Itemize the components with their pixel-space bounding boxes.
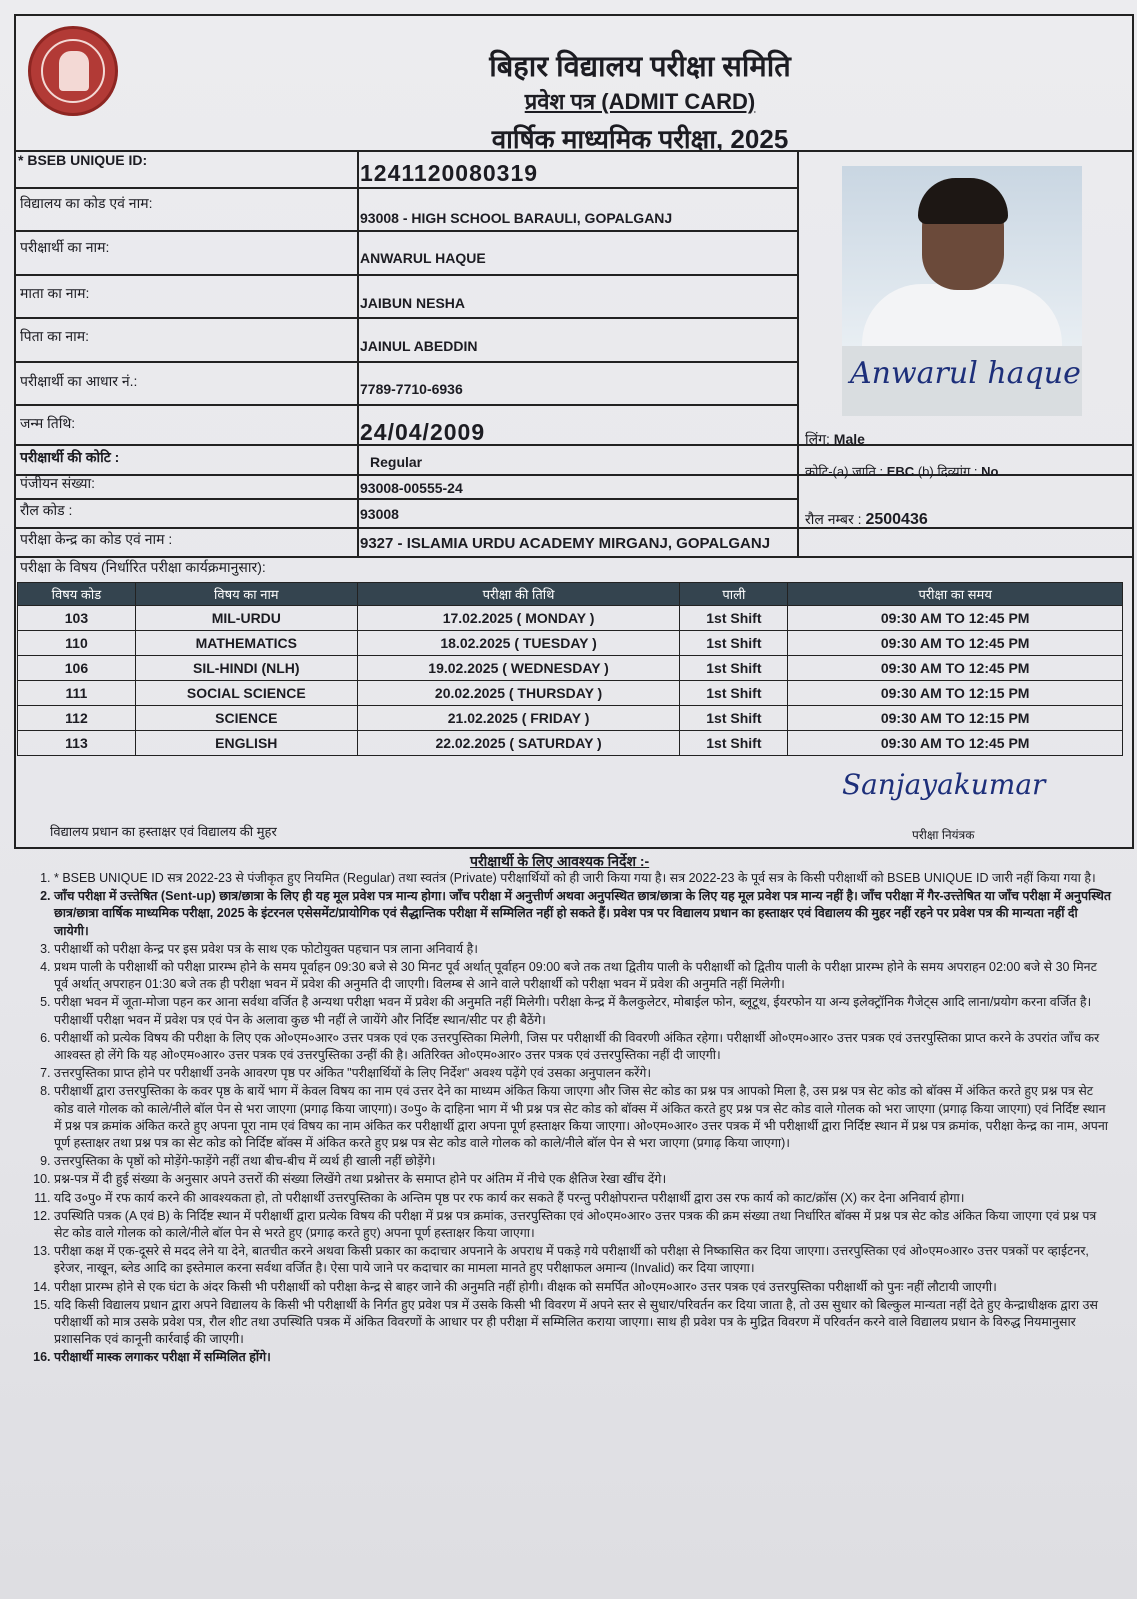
bseb-logo-icon	[28, 26, 118, 116]
registration-label: पंजीयन संख्या:	[20, 475, 96, 491]
subject-name: MATHEMATICS	[135, 631, 357, 656]
col-header: विषय का नाम	[135, 583, 357, 606]
subject-name: SIL-HINDI (NLH)	[135, 656, 357, 681]
exam-shift: 1st Shift	[680, 706, 788, 731]
exam-date: 17.02.2025 ( MONDAY )	[357, 606, 680, 631]
instructions-list	[20, 870, 1114, 1368]
instruction-item: 5. परीक्षा भवन में जूता-मोजा पहन कर आना सर्वथा वर्जित है अन्यथा परीक्षा भवन में प्रवेश की अनुमति नहीं मिलेगी। परीक्षा केन्द्र में कैलकुलेटर, मोबाईल फोन, ब्लूटूथ, ईयरफोन या अन्य इलेक्ट्रॉनिक गैजेट्स आदि लाना/प्रयोग करना वर्जित है। परीक्षार्थी परीक्षा भवन में प्रवेश पत्र एवं पेन के अलावा कुछ भी नहीं ले जायेंगे और निर्दिष्ट स्थान/सीट पर ही बैठेंगे।	[54, 994, 1114, 1028]
col-header: पाली	[680, 583, 788, 606]
subject-code: 110	[18, 631, 136, 656]
subject-code: 103	[18, 606, 136, 631]
subject-name: SOCIAL SCIENCE	[135, 681, 357, 706]
gender-value: Male	[833, 431, 865, 447]
grid-line	[14, 444, 1134, 446]
exam-time: 09:30 AM TO 12:45 PM	[788, 631, 1123, 656]
subject-name: ENGLISH	[135, 731, 357, 756]
category-value: Regular	[370, 454, 423, 470]
instruction-item: 2. जाँच परीक्षा में उत्त्तेषित (Sent-up) छात्र/छात्रा के लिए ही यह मूल प्रवेश पत्र मान्य होगा। जाँच परीक्षा में अनुत्तीर्ण अथवा अनुपस्थित छात्र/छात्रा के लिए यह मूल प्रवेश पत्र मान्य नहीं है। जाँच परीक्षा में गैर-उत्त्तेषित या जाँच परीक्षा में अनुपस्थित छात्र/छात्रा वार्षिक माध्यमिक परीक्षा, 2025 के इंटरनल एसेसमेंट/प्रायोगिक एवं सैद्धान्तिक परीक्षा में सम्मिलित नहीं हो सकते हैं। प्रवेश पत्र पर विद्यालय प्रधान का हस्ताक्षर एवं विद्यालय की मुहर नहीं रहने पर प्रवेश पत्र की मान्यता नहीं दी जायेगी।	[54, 888, 1114, 940]
instruction-item: 16. परीक्षार्थी मास्क लगाकर परीक्षा में सम्मिलित होंगे।	[54, 1349, 1114, 1366]
centre-value: 9327 - ISLAMIA URDU ACADEMY MIRGANJ, GOPALGANJ	[360, 535, 771, 552]
roll-no-value: 2500436	[865, 511, 928, 528]
instruction-item: 10. प्रश्न-पत्र में दी हुई संख्या के अनुसार अपने उत्तरों की संख्या लिखेंगे तथा प्रश्नोत्तर के समाप्त होने पर अंतिम में नीचे एक क्षैतिज रेखा खींच देंगे।	[54, 1171, 1114, 1188]
exam-date: 21.02.2025 ( FRIDAY )	[357, 706, 680, 731]
subjects-heading: परीक्षा के विषय (निर्धारित परीक्षा कार्यक्रमानुसार):	[20, 559, 266, 575]
caste-label: कोटि-(a) जाति : EBC (b) दिव्यांग : No	[805, 464, 999, 479]
exam-shift: 1st Shift	[680, 656, 788, 681]
student-signature: Anwarul haque	[842, 346, 1082, 416]
instruction-item: 13. परीक्षा कक्ष में एक-दूसरे से मदद लेने या देने, बातचीत करने अथवा किसी प्रकार का कदाचार अपनाने के अपराध में पकड़े गये परीक्षार्थी को परीक्षा से निष्कासित कर दिया जाएगा। उत्तरपुस्तिका एवं ओ०एम०आर० उत्तर पत्रकों पर व्हाईटनर, इरेजर, नाखून, ब्लेड आदि का इस्तेमाल करना सर्वथा वर्जित है। ऐसा पाये जाने पर कदाचार का मामला मानते हुए परीक्षाफल अमान्य (Invalid) कर दिया जाएगा।	[54, 1243, 1114, 1277]
exam-time: 09:30 AM TO 12:45 PM	[788, 606, 1123, 631]
table-row	[18, 656, 1123, 681]
instruction-item: 6. परीक्षार्थी को प्रत्येक विषय की परीक्षा के लिए एक ओ०एम०आर० उत्तर पत्रक एवं एक उत्तरपुस्तिका मिलेगी, जिस पर परीक्षार्थी की विवरणी अंकित रहेगा। परीक्षार्थी ओ०एम०आर० उत्तर पत्रक एवं उत्तरपुस्तिका प्राप्त करने के उपरांत जाँच कर आश्वस्त हो लेंगे कि यह ओ०एम०आर० उत्तर पत्रक एवं उत्तरपुस्तिका उन्हीं की है। अतिरिक्त ओ०एम०आर० उत्तर पत्रक एवं उत्तरपुस्तिका नहीं दी जाएगी।	[54, 1030, 1114, 1064]
doc-type: प्रवेश पत्र (ADMIT CARD)	[524, 89, 756, 114]
exam-date: 18.02.2025 ( TUESDAY )	[357, 631, 680, 656]
roll-code-value: 93008	[360, 506, 399, 522]
registration-value: 93008-00555-24	[360, 480, 463, 496]
grid-line	[14, 527, 1134, 529]
grid-line	[14, 361, 798, 363]
grid-line	[14, 317, 798, 319]
centre-label: परीक्षा केन्द्र का कोड एवं नाम :	[20, 531, 173, 547]
grid-line	[14, 187, 798, 189]
exam-schedule-table	[17, 582, 1123, 756]
table-row	[18, 681, 1123, 706]
instructions-title: परीक्षार्थी के लिए आवश्यक निर्देश :-	[470, 853, 650, 869]
caste-value: EBC	[886, 464, 915, 479]
subject-name: SCIENCE	[135, 706, 357, 731]
exam-date: 20.02.2025 ( THURSDAY )	[357, 681, 680, 706]
father-name-value: JAINUL ABEDDIN	[360, 338, 478, 354]
grid-line	[14, 150, 1134, 152]
board-name: बिहार विद्यालय परीक्षा समिति	[489, 51, 791, 83]
exam-date: 22.02.2025 ( SATURDAY )	[357, 731, 680, 756]
instruction-item: 4. प्रथम पाली के परीक्षार्थी को परीक्षा प्रारम्भ होने के समय पूर्वाहन 09:30 बजे से 30 मिनट पूर्व अर्थात् पूर्वाहन 09:00 बजे तक तथा द्वितीय पाली के परीक्षार्थी को द्वितीय पाली के परीक्षा प्रारम्भ होने के समय अपराहन 02:00 बजे से 30 मिनट पूर्व अर्थात् अपराहन 01:30 बजे तक ही परीक्षा भवन में प्रवेश की अनुमति दी जाएगी। विलम्ब से आने वाले परीक्षार्थी को परीक्षा भवन में प्रवेश की अनुमति नहीं मिलेगी।	[54, 959, 1114, 993]
exam-time: 09:30 AM TO 12:45 PM	[788, 731, 1123, 756]
subject-code: 113	[18, 731, 136, 756]
student-photo	[842, 166, 1082, 346]
instruction-item: 11. यदि उ०पु० में रफ कार्य करने की आवश्यकता हो, तो परीक्षार्थी उत्तरपुस्तिका के अन्तिम पृष्ठ पर रफ कार्य कर सकते हैं परन्तु परीक्षोपरान्त परीक्षार्थी द्वारा उस रफ कार्य को काट/क्रॉस (X) कर देना अनिवार्य होगा।	[54, 1190, 1114, 1207]
col-header: परीक्षा की तिथि	[357, 583, 680, 606]
disability-value: No	[981, 464, 999, 479]
instruction-item: 12. उपस्थिति पत्रक (A एवं B) के निर्दिष्ट स्थान में परीक्षार्थी द्वारा प्रत्येक विषय की परीक्षा में प्रश्न पत्र क्रमांक, उत्तरपुस्तिका एवं ओ०एम०आर० उत्तर पत्रक की क्रम संख्या तथा निर्धारित बॉक्स में प्रश्न पत्र सेट कोड अंकित किया जाएगा एवं प्रश्न पत्र सेट कोड वाले गोलक को काले/नीले बॉल पेन से भरते हुए (प्रगाढ़ करते हुए) अपना पूर्ण हस्ताक्षर किया जाएगा।	[54, 1208, 1114, 1242]
exam-time: 09:30 AM TO 12:45 PM	[788, 656, 1123, 681]
mother-name-value: JAIBUN NESHA	[360, 295, 466, 311]
roll-no-label: रौल नम्बर : 2500436	[805, 511, 928, 528]
grid-line	[357, 150, 359, 558]
aadhaar-label: परीक्षार्थी का आधार नं.:	[20, 373, 138, 389]
roll-code-label: रौल कोड :	[20, 502, 73, 518]
gender-label: लिंग: Male	[805, 431, 865, 447]
unique-id-label: * BSEB UNIQUE ID:	[18, 152, 148, 168]
instruction-item: 9. उत्तरपुस्तिका के पृष्ठों को मोड़ेंगे-फाड़ेंगे नहीं तथा बीच-बीच में व्यर्थ ही खाली नहीं छोड़ेंगे।	[54, 1153, 1114, 1170]
instruction-item: 15. यदि किसी विद्यालय प्रधान द्वारा अपने विद्यालय के किसी भी परीक्षार्थी के निर्गत हुए प्रवेश पत्र में उसके किसी भी विवरण में अपने स्तर से सुधार/परिवर्तन कर दिया जाता है, तो उस सुधार को बिल्कुल मान्यता नहीं देते हुए केन्द्राधीक्षक द्वारा उस परीक्षार्थी को मात्र उसके प्रवेश पत्र, रौल शीट तथा उपस्थिति पत्रक में अंकित विवरणों के आधार पर ही परीक्षा में सम्मिलित कराया जाएगा। साथ ही प्रवेश पत्र के मुद्रित विवरण में परिवर्तन करने वाले विद्यालय प्रधान के विरुद्ध नियमानुसार प्रशासनिक एवं कानूनी कार्रवाई की जाएगी।	[54, 1297, 1114, 1349]
father-name-label: पिता का नाम:	[20, 328, 89, 344]
exam-shift: 1st Shift	[680, 606, 788, 631]
col-header: विषय कोड	[18, 583, 136, 606]
instruction-item: 1. * BSEB UNIQUE ID सत्र 2022-23 से पंजीकृत हुए नियमित (Regular) तथा स्वतंत्र (Private) परीक्षार्थियों को ही जारी किया गया है। सत्र 2022-23 के पूर्व सत्र के किसी परीक्षार्थी को BSEB UNIQUE ID जारी नहीं किया गया है।	[54, 870, 1114, 887]
dob-label: जन्म तिथि:	[20, 415, 76, 431]
instruction-item: 14. परीक्षा प्रारम्भ होने से एक घंटा के अंदर किसी भी परीक्षार्थी को परीक्षा केन्द्र से बाहर जाने की अनुमति नहीं होगी। वीक्षक को समर्पित ओ०एम०आर० उत्तर पत्रक एवं उत्तरपुस्तिका परीक्षार्थी को पुनः नहीं लौटायी जाएगी।	[54, 1279, 1114, 1296]
aadhaar-value: 7789-7710-6936	[360, 381, 463, 397]
grid-line	[14, 498, 798, 500]
subject-code: 106	[18, 656, 136, 681]
unique-id-value: 1241120080319	[360, 160, 539, 186]
dob-value: 24/04/2009	[360, 419, 486, 445]
student-name-value: ANWARUL HAQUE	[360, 250, 486, 266]
schedule-header-row	[18, 583, 1123, 606]
exam-shift: 1st Shift	[680, 681, 788, 706]
grid-line	[797, 150, 799, 558]
grid-line	[14, 404, 798, 406]
instruction-item: 3. परीक्षार्थी को परीक्षा केन्द्र पर इस प्रवेश पत्र के साथ एक फोटोयुक्त पहचान पत्र लाना अनिवार्य है।	[54, 941, 1114, 958]
exam-name: वार्षिक माध्यमिक परीक्षा, 2025	[491, 124, 789, 154]
subject-code: 112	[18, 706, 136, 731]
head-sign-label: विद्यालय प्रधान का हस्ताक्षर एवं विद्यालय की मुहर	[50, 824, 277, 839]
controller-label: परीक्षा नियंत्रक	[912, 828, 975, 842]
instruction-item: 7. उत्तरपुस्तिका प्राप्त होने पर परीक्षार्थी उनके आवरण पृष्ठ पर अंकित "परीक्षार्थियों के लिए निर्देश" अवश्य पढ़ेंगे एवं उसका अनुपालन करेंगे।	[54, 1065, 1114, 1082]
instruction-item: 8. परीक्षार्थी द्वारा उत्तरपुस्तिका के कवर पृष्ठ के बायें भाग में केवल विषय का नाम एवं उत्तर देने का माध्यम अंकित किया जाएगा और जिस सेट कोड का प्रश्न पत्र आपको मिला है, उस प्रश्न पत्र सेट कोड को बॉक्स में अंकित करते हुए प्रश्न पत्र सेट कोड वाले गोलक को काले/नीले बॉल पेन से भरा जाएगा (प्रगाढ़ किया जाएगा)। उ०पु० के दाहिना भाग में भी प्रश्न पत्र सेट कोड को बॉक्स में अंकित करते हुए प्रश्न पत्र सेट कोड वाले गोलक को भरा जाएगा (प्रगाढ़ किया जाएगा) एवं निर्दिष्ट स्थान में प्रश्न पत्र क्रमांक अंकित करते हुए अपना पूरा नाम एवं विषय का नाम अंकित कर परीक्षार्थी द्वारा अपना पूर्ण हस्ताक्षर किया जाएगा। ओ०एम०आर० उत्तर पत्रक में भी परीक्षार्थी द्वारा निर्दिष्ट स्थान में प्रश्न पत्र क्रमांक, परीक्षा केन्द्र का नाम, अपना पूर्ण हस्ताक्षर तथा प्रश्न पत्र का सेट कोड को निर्दिष्ट बॉक्स में अंकित करते हुए प्रश्न पत्र सेट कोड वाले गोलक को काले/नीले बॉल पेन से भरा जाएगा (प्रगाढ़ किया जाएगा)।	[54, 1083, 1114, 1152]
exam-date: 19.02.2025 ( WEDNESDAY )	[357, 656, 680, 681]
table-row	[18, 706, 1123, 731]
school-label: विद्यालय का कोड एवं नाम:	[20, 195, 153, 211]
student-name-label: परीक्षार्थी का नाम:	[20, 239, 110, 255]
subject-name: MIL-URDU	[135, 606, 357, 631]
table-row	[18, 606, 1123, 631]
category-label: परीक्षार्थी की कोटि :	[20, 449, 120, 465]
exam-shift: 1st Shift	[680, 631, 788, 656]
school-value: 93008 - HIGH SCHOOL BARAULI, GOPALGANJ	[360, 210, 673, 226]
subject-code: 111	[18, 681, 136, 706]
grid-line	[14, 274, 798, 276]
exam-time: 09:30 AM TO 12:15 PM	[788, 681, 1123, 706]
exam-time: 09:30 AM TO 12:15 PM	[788, 706, 1123, 731]
exam-shift: 1st Shift	[680, 731, 788, 756]
grid-line	[14, 230, 798, 232]
table-row	[18, 731, 1123, 756]
mother-name-label: माता का नाम:	[20, 285, 90, 301]
table-row	[18, 631, 1123, 656]
col-header: परीक्षा का समय	[788, 583, 1123, 606]
controller-signature: Sanjayakumar	[842, 768, 1046, 801]
